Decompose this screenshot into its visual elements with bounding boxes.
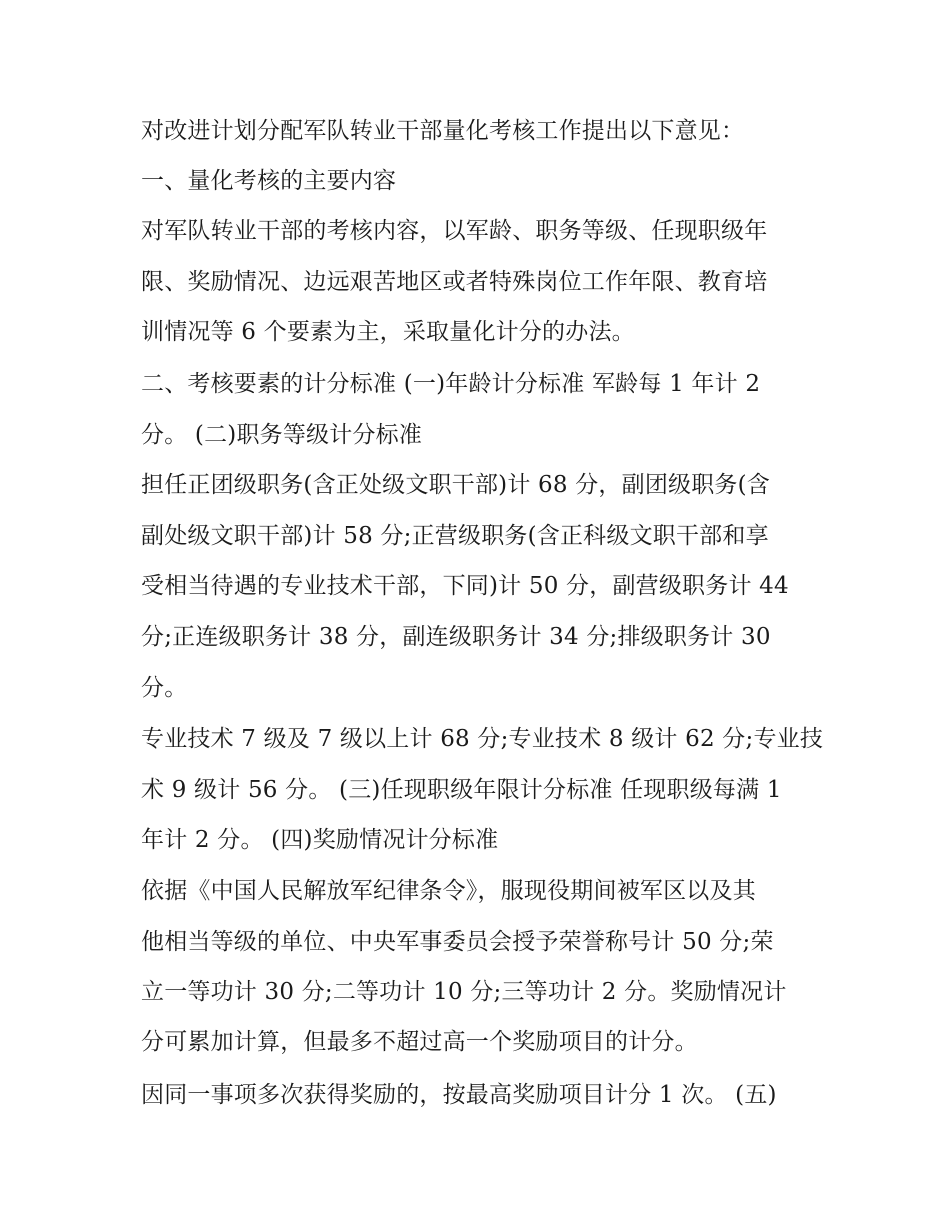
text-line: 限、奖励情况、边远艰苦地区或者特殊岗位工作年限、教育培 [141, 269, 768, 295]
section-heading: 一、量化考核的主要内容 [141, 168, 397, 194]
text-line: 分。 [141, 675, 188, 701]
text-line: 专业技术 7 级及 7 级以上计 68 分;专业技术 8 级计 62 分;专业技 [141, 726, 824, 752]
text-line: 他相当等级的单位、中央军事委员会授予荣誉称号计 50 分;荣 [141, 929, 774, 955]
text-line: 受相当待遇的专业技术干部，下同)计 50 分，副营级职务计 44 [141, 573, 789, 599]
text-line: 立一等功计 30 分;二等功计 10 分;三等功计 2 分。奖励情况计 [141, 979, 787, 1005]
text-line: 分可累加计算，但最多不超过高一个奖励项目的计分。 [141, 1029, 698, 1055]
text-line: 副处级文职干部)计 58 分;正营级职务(含正科级文职干部和享 [141, 523, 769, 549]
text-line: 对改进计划分配军队转业干部量化考核工作提出以下意见： [141, 118, 745, 144]
text-line: 对军队转业干部的考核内容，以军龄、职务等级、任现职级年 [141, 218, 768, 244]
text-line: 二、考核要素的计分标准 (一)年龄计分标准 军龄每 1 年计 2 [141, 371, 761, 397]
text-line: 分;正连级职务计 38 分，副连级职务计 34 分;排级职务计 30 [141, 624, 771, 650]
text-line: 因同一事项多次获得奖励的，按最高奖励项目计分 1 次。 (五) [141, 1082, 777, 1108]
text-line: 训情况等 6 个要素为主，采取量化计分的办法。 [141, 319, 635, 345]
text-line: 分。 (二)职务等级计分标准 [141, 422, 423, 448]
text-line: 依据《中国人民解放军纪律条令》，服现役期间被军区以及其 [141, 878, 756, 904]
text-line: 术 9 级计 56 分。 (三)任现职级年限计分标准 任现职级每满 1 [141, 777, 782, 803]
text-line: 年计 2 分。 (四)奖励情况计分标准 [141, 827, 499, 853]
text-line: 担任正团级职务(含正处级文职干部)计 68 分，副团级职务(含 [141, 472, 771, 498]
